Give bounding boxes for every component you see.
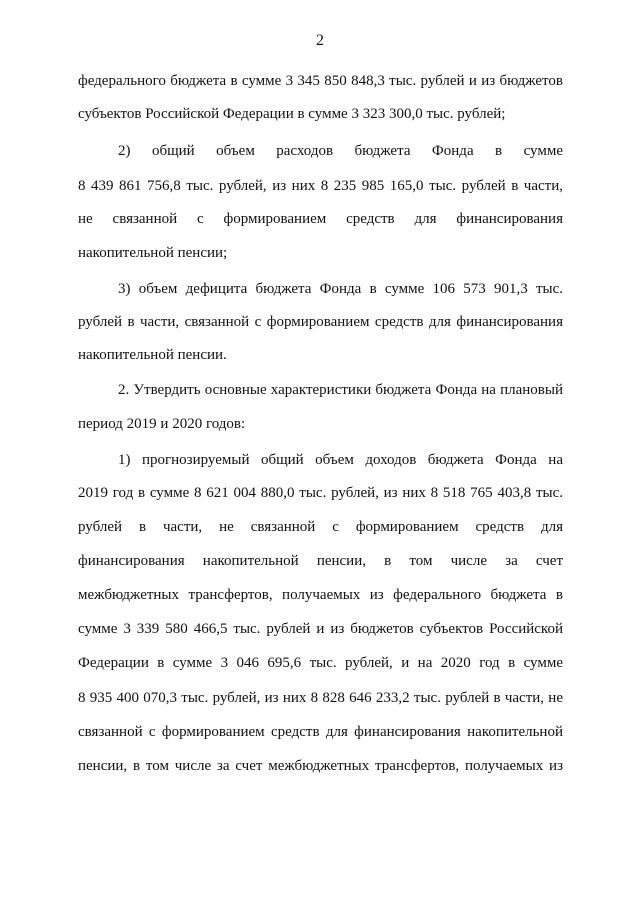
text-line: сумме 3 339 580 466,5 тыс. рублей и из бюджетов субъектов Российской — [78, 621, 563, 637]
text-line: рублей в части, не связанной с формированием средств для — [78, 519, 563, 535]
text-line: накопительной пенсии. — [78, 347, 227, 363]
text-line: финансирования накопительной пенсии, в том числе за счет — [78, 553, 563, 569]
text-line: не связанной с формированием средств для финансирования — [78, 211, 563, 227]
text-line: 1) прогнозируемый общий объем доходов бюджета Фонда на — [118, 452, 563, 468]
text-line: субъектов Российской Федерации в сумме 3 323 300,0 тыс. рублей; — [78, 106, 506, 122]
text-line: федерального бюджета в сумме 3 345 850 848,3 тыс. рублей и из бюджетов — [78, 73, 563, 89]
text-line: межбюджетных трансфертов, получаемых из федерального бюджета в — [78, 587, 563, 603]
text-line: связанной с формированием средств для финансирования накопительной — [78, 724, 563, 740]
text-line: 3) объем дефицита бюджета Фонда в сумме 106 573 901,3 тыс. — [118, 281, 563, 297]
text-line: 2019 год в сумме 8 621 004 880,0 тыс. рублей, из них 8 518 765 403,8 тыс. — [78, 485, 563, 501]
text-line: 8 439 861 756,8 тыс. рублей, из них 8 235 985 165,0 тыс. рублей в части, — [78, 178, 563, 194]
page-number: 2 — [316, 32, 324, 49]
text-line: рублей в части, связанной с формированием средств для финансирования — [78, 314, 563, 330]
text-line: накопительной пенсии; — [78, 245, 228, 261]
text-line: 2) общий объем расходов бюджета Фонда в сумме — [118, 143, 563, 159]
text-line: период 2019 и 2020 годов: — [78, 416, 246, 432]
text-line: пенсии, в том числе за счет межбюджетных трансфертов, получаемых из — [78, 758, 563, 774]
text-line: Федерации в сумме 3 046 695,6 тыс. рублей, и на 2020 год в сумме — [78, 655, 563, 671]
text-line: 8 935 400 070,3 тыс. рублей, из них 8 828 646 233,2 тыс. рублей в части, не — [78, 690, 563, 706]
text-line: 2. Утвердить основные характеристики бюджета Фонда на плановый — [118, 382, 563, 398]
